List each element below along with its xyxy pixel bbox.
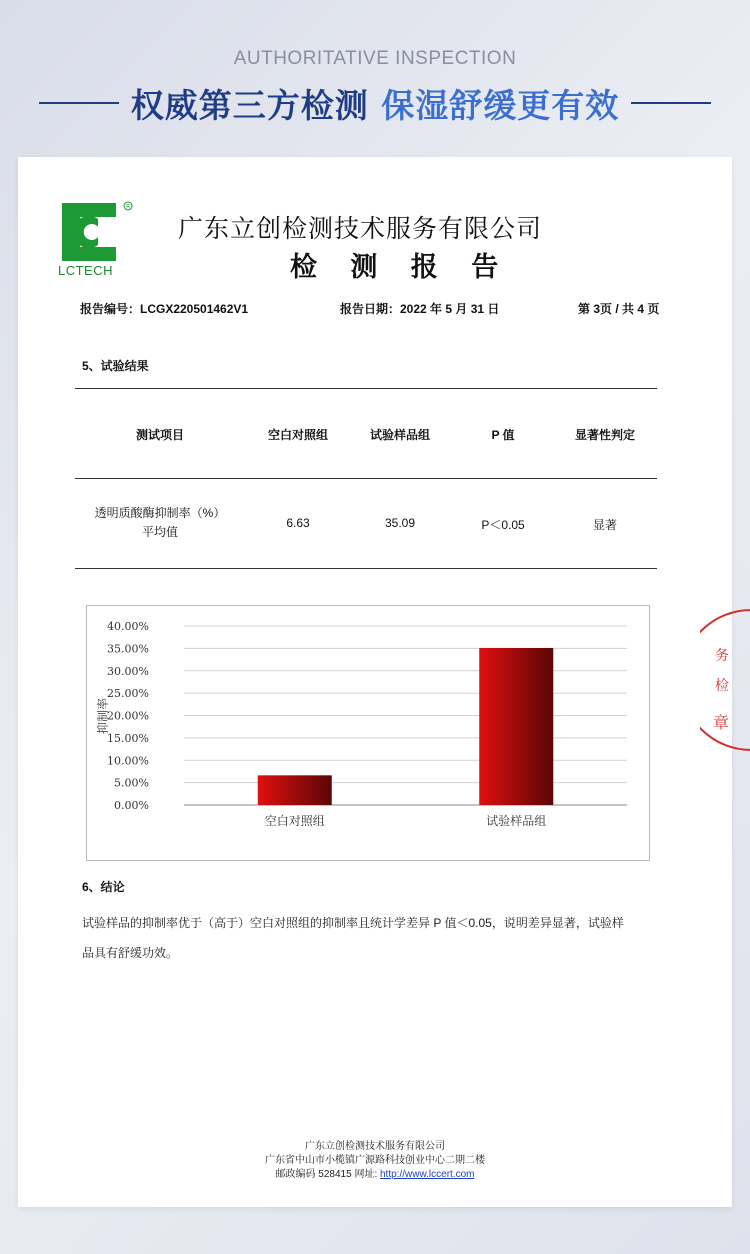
headline-text — [131, 80, 620, 127]
headline-left-rule — [39, 102, 119, 104]
header-significance: 显著性判定 — [574, 428, 635, 442]
stamp-char-2: 检 — [715, 678, 729, 694]
svg-text:R: R — [126, 203, 131, 211]
conclusion-line1: 试验样品的抑制率优于（高于）空白对照组的抑制率且统计学差异 P 值＜0.05，说明差异显著，试验样 — [82, 916, 624, 930]
chart-y-tick-label: 25.00% — [107, 687, 149, 701]
header-sample-group: 试验样品组 — [369, 428, 430, 442]
cell-test-item — [80, 504, 240, 542]
chart-y-axis-label: 抑制率 — [96, 697, 110, 735]
footer — [18, 1140, 732, 1182]
banner-subtitle: AUTHORITATIVE INSPECTION — [233, 48, 517, 69]
red-seal-stamp — [700, 600, 750, 760]
chart-y-tick-label: 30.00% — [107, 664, 149, 678]
cell-test-item-line2: 平均值 — [141, 525, 178, 539]
table-top-rule — [75, 388, 657, 389]
headline-right-rule — [631, 102, 711, 104]
table-mid-rule — [75, 478, 657, 479]
stamp-char-3: 章 — [713, 713, 730, 732]
chart-y-tick-label: 5.00% — [114, 776, 149, 790]
report-page — [18, 157, 732, 1207]
header-blank-group: 空白对照组 — [267, 428, 328, 442]
chart-bar-2 — [479, 648, 553, 805]
table-bottom-rule — [75, 568, 657, 569]
headline-main: 权威第三方检测 — [130, 85, 369, 125]
report-number: 报告编号：LCGX220501462V1 — [80, 302, 249, 316]
footer-website-link[interactable]: http://www.lccert.com — [380, 1169, 475, 1180]
chart-y-tick-label: 40.00% — [107, 620, 149, 633]
chart-bar-1 — [258, 775, 332, 805]
page-indicator: 第 3页 / 共 4 页 — [578, 302, 660, 316]
footer-address: 广东省中山市小榄镇广源路科技创业中心二期二楼 — [265, 1155, 485, 1166]
cell-p-value: P＜0.05 — [481, 518, 525, 532]
header-p-value: P 值 — [491, 428, 515, 442]
chart-y-tick-label: 35.00% — [107, 642, 149, 656]
footer-contact — [18, 1168, 732, 1182]
chart-x-tick-label: 试验样品组 — [486, 814, 547, 828]
chart-y-tick-label: 0.00% — [114, 799, 149, 812]
stamp-char-1: 务 — [715, 648, 729, 664]
cell-significance: 显著 — [592, 518, 617, 532]
cell-sample-value: 35.09 — [384, 516, 416, 530]
conclusion-section-title: 6、结论 — [82, 880, 125, 894]
inhibition-bar-chart — [86, 605, 650, 861]
cell-test-item-line1: 透明质酸酶抑制率（%） — [94, 506, 226, 520]
banner-headline — [0, 80, 750, 126]
chart-y-tick-label: 15.00% — [107, 731, 149, 745]
chart-y-tick-label: 10.00% — [107, 754, 149, 768]
company-name: 广东立创检测技术服务有限公司 — [178, 214, 543, 243]
conclusion-text — [82, 908, 682, 968]
headline-accent: 保湿舒缓更有效 — [381, 85, 620, 125]
chart-y-tick-label: 20.00% — [107, 709, 149, 723]
chart-x-tick-label: 空白对照组 — [264, 814, 325, 828]
footer-company: 广东立创检测技术服务有限公司 — [305, 1141, 445, 1152]
results-section-title: 5、试验结果 — [82, 359, 149, 373]
report-date: 报告日期：2022 年 5 月 31 日 — [340, 302, 500, 316]
footer-postcode: 邮政编码 528415 网址: — [275, 1169, 380, 1180]
report-title: 检 测 报 告 — [290, 252, 511, 283]
cell-blank-value: 6.63 — [286, 516, 310, 530]
chart-svg — [87, 606, 651, 862]
conclusion-line2: 品具有舒缓功效。 — [82, 946, 179, 960]
logo-text: LCTECH — [58, 263, 114, 278]
header-test-item: 测试项目 — [135, 428, 184, 442]
